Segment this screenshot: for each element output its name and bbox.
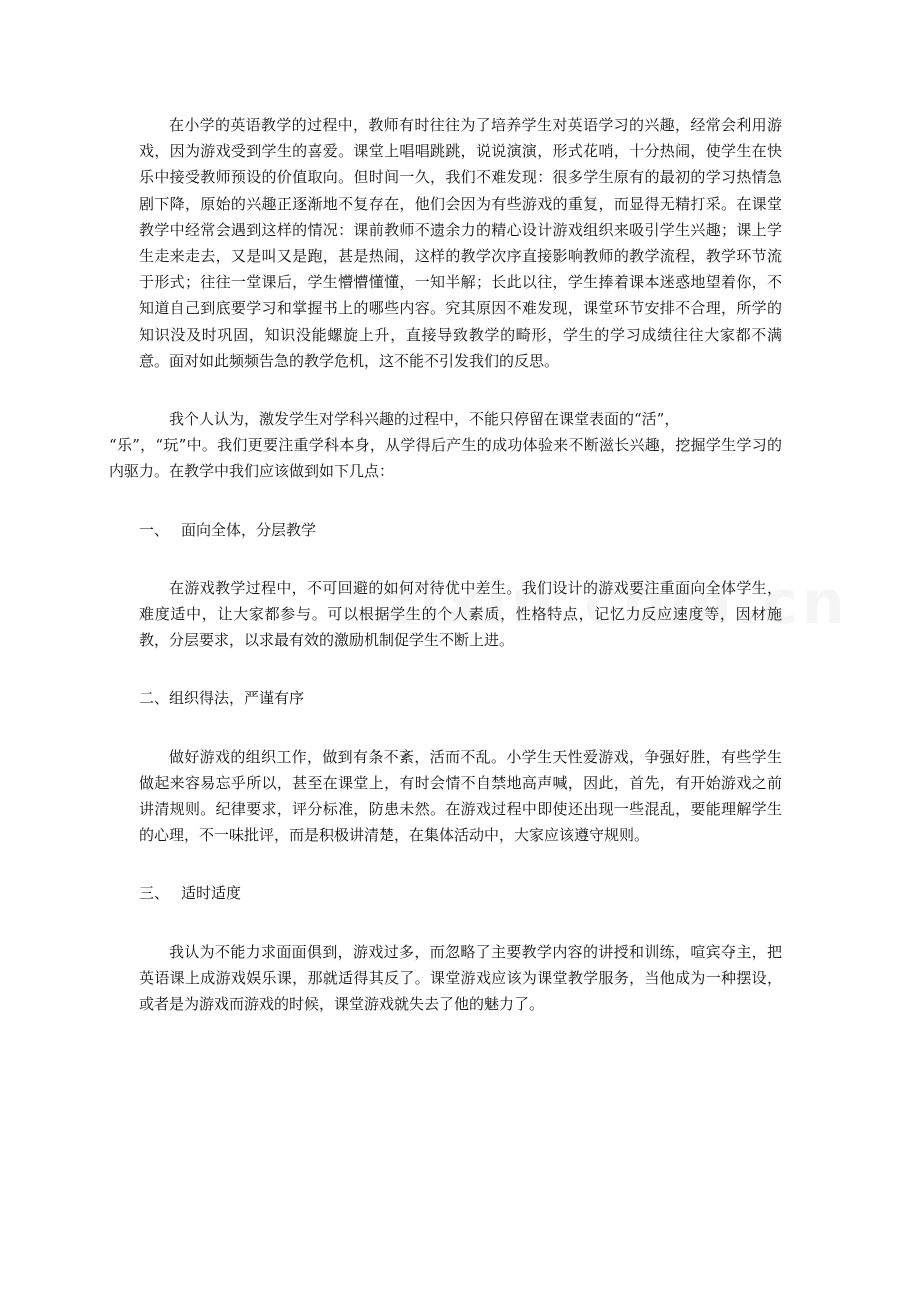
spacer — [139, 653, 782, 685]
section-number-3: 三、 — [139, 884, 170, 903]
paragraph-section-1: 在游戏教学过程中，不可回避的如何对待优中差生。我们设计的游戏要注重面向全体学生，难度适中，让大家都参与。可以根据学生的个人素质，性格特点，记忆力反应速度等，因材施教，分层要求，以求最有效的激励机制促学生不断上进。 — [139, 578, 782, 650]
document-body — [109, 112, 782, 1017]
paragraph-opinion-line2: “乐”，“玩”中。我们更要注重学科本身，从学得后产生的成功体验来不断滋长兴趣，挖掘学生学习的内驱力。在教学中我们应该做到如下几点： — [109, 436, 782, 481]
paragraph-opinion-line1: 我个人认为，激发学生对学科兴趣的过程中，不能只停留在课堂表面的“活”， — [169, 410, 680, 429]
section-heading-2 — [139, 685, 782, 711]
section-title-2: 组织得法，严谨有序 — [169, 689, 305, 708]
paragraph-section-3: 我认为不能力求面面俱到，游戏过多，而忽略了主要教学内容的讲授和训练，喧宾夺主，把英语课上成游戏娱乐课，那就适得其反了。课堂游戏应该为课堂教学服务，当他成为一种摆设，或者是为游戏而游戏的时候，课堂游戏就失去了他的魅力了。 — [139, 942, 782, 1014]
paragraph-section-2: 做好游戏的组织工作，做到有条不紊，活而不乱。小学生天性爱游戏，争强好胜，有些学生做起来容易忘乎所以，甚至在课堂上，有时会情不自禁地高声喊，因此，首先，有开始游戏之前讲清规则。纪律要求，评分标准，防患未然。在游戏过程中即使还出现一些混乱，要能理解学生的心理，不一味批评，而是积极讲清楚，在集体活动中，大家应该遵守规则。 — [139, 747, 782, 845]
spacer — [139, 907, 782, 939]
section-title-3: 适时适度 — [181, 884, 242, 903]
spacer — [139, 543, 782, 575]
spacer — [139, 848, 782, 880]
spacer — [139, 374, 782, 406]
section-heading-3 — [139, 880, 782, 906]
paragraph-intro: 在小学的英语教学的过程中，教师有时往往为了培养学生对英语学习的兴趣，经常会利用游戏，因为游戏受到学生的喜爱。课堂上唱唱跳跳，说说演演，形式花哨，十分热闹，使学生在快乐中接受教师预设的价值取向。但时间一久，我们不难发现：很多学生原有的最初的学习热情急剧下降，原始的兴趣正逐渐地不复存在，他们会因为有些游戏的重复，而显得无精打采。在课堂教学中经常会遇到这样的情况：课前教师不遗余力的精心设计游戏组织来吸引学生兴趣；课上学生走来走去，又是叫又是跑，甚是热闹，这样的教学次序直接影响教师的教学流程，教学环节流于形式；往往一堂课后，学生懵懵懂懂，一知半解；长此以往，学生捧着课本迷惑地望着你，不知道自己到底要学习和掌握书上的哪些内容。究其原因不难发现，课堂环节安排不合理，所学的知识没及时巩固，知识没能螺旋上升，直接导致教学的畸形，学生的学习成绩往往大家都不满意。面对如此频频告急的教学危机，这不能不引发我们的反思。 — [139, 116, 782, 370]
section-title-1: 面向全体，分层教学 — [181, 520, 317, 539]
section-number-1: 一、 — [139, 520, 170, 539]
section-heading-1 — [139, 517, 782, 543]
section-number-2: 二、 — [139, 689, 170, 708]
spacer — [139, 485, 782, 517]
spacer — [139, 712, 782, 744]
paragraph-opinion — [109, 406, 782, 485]
